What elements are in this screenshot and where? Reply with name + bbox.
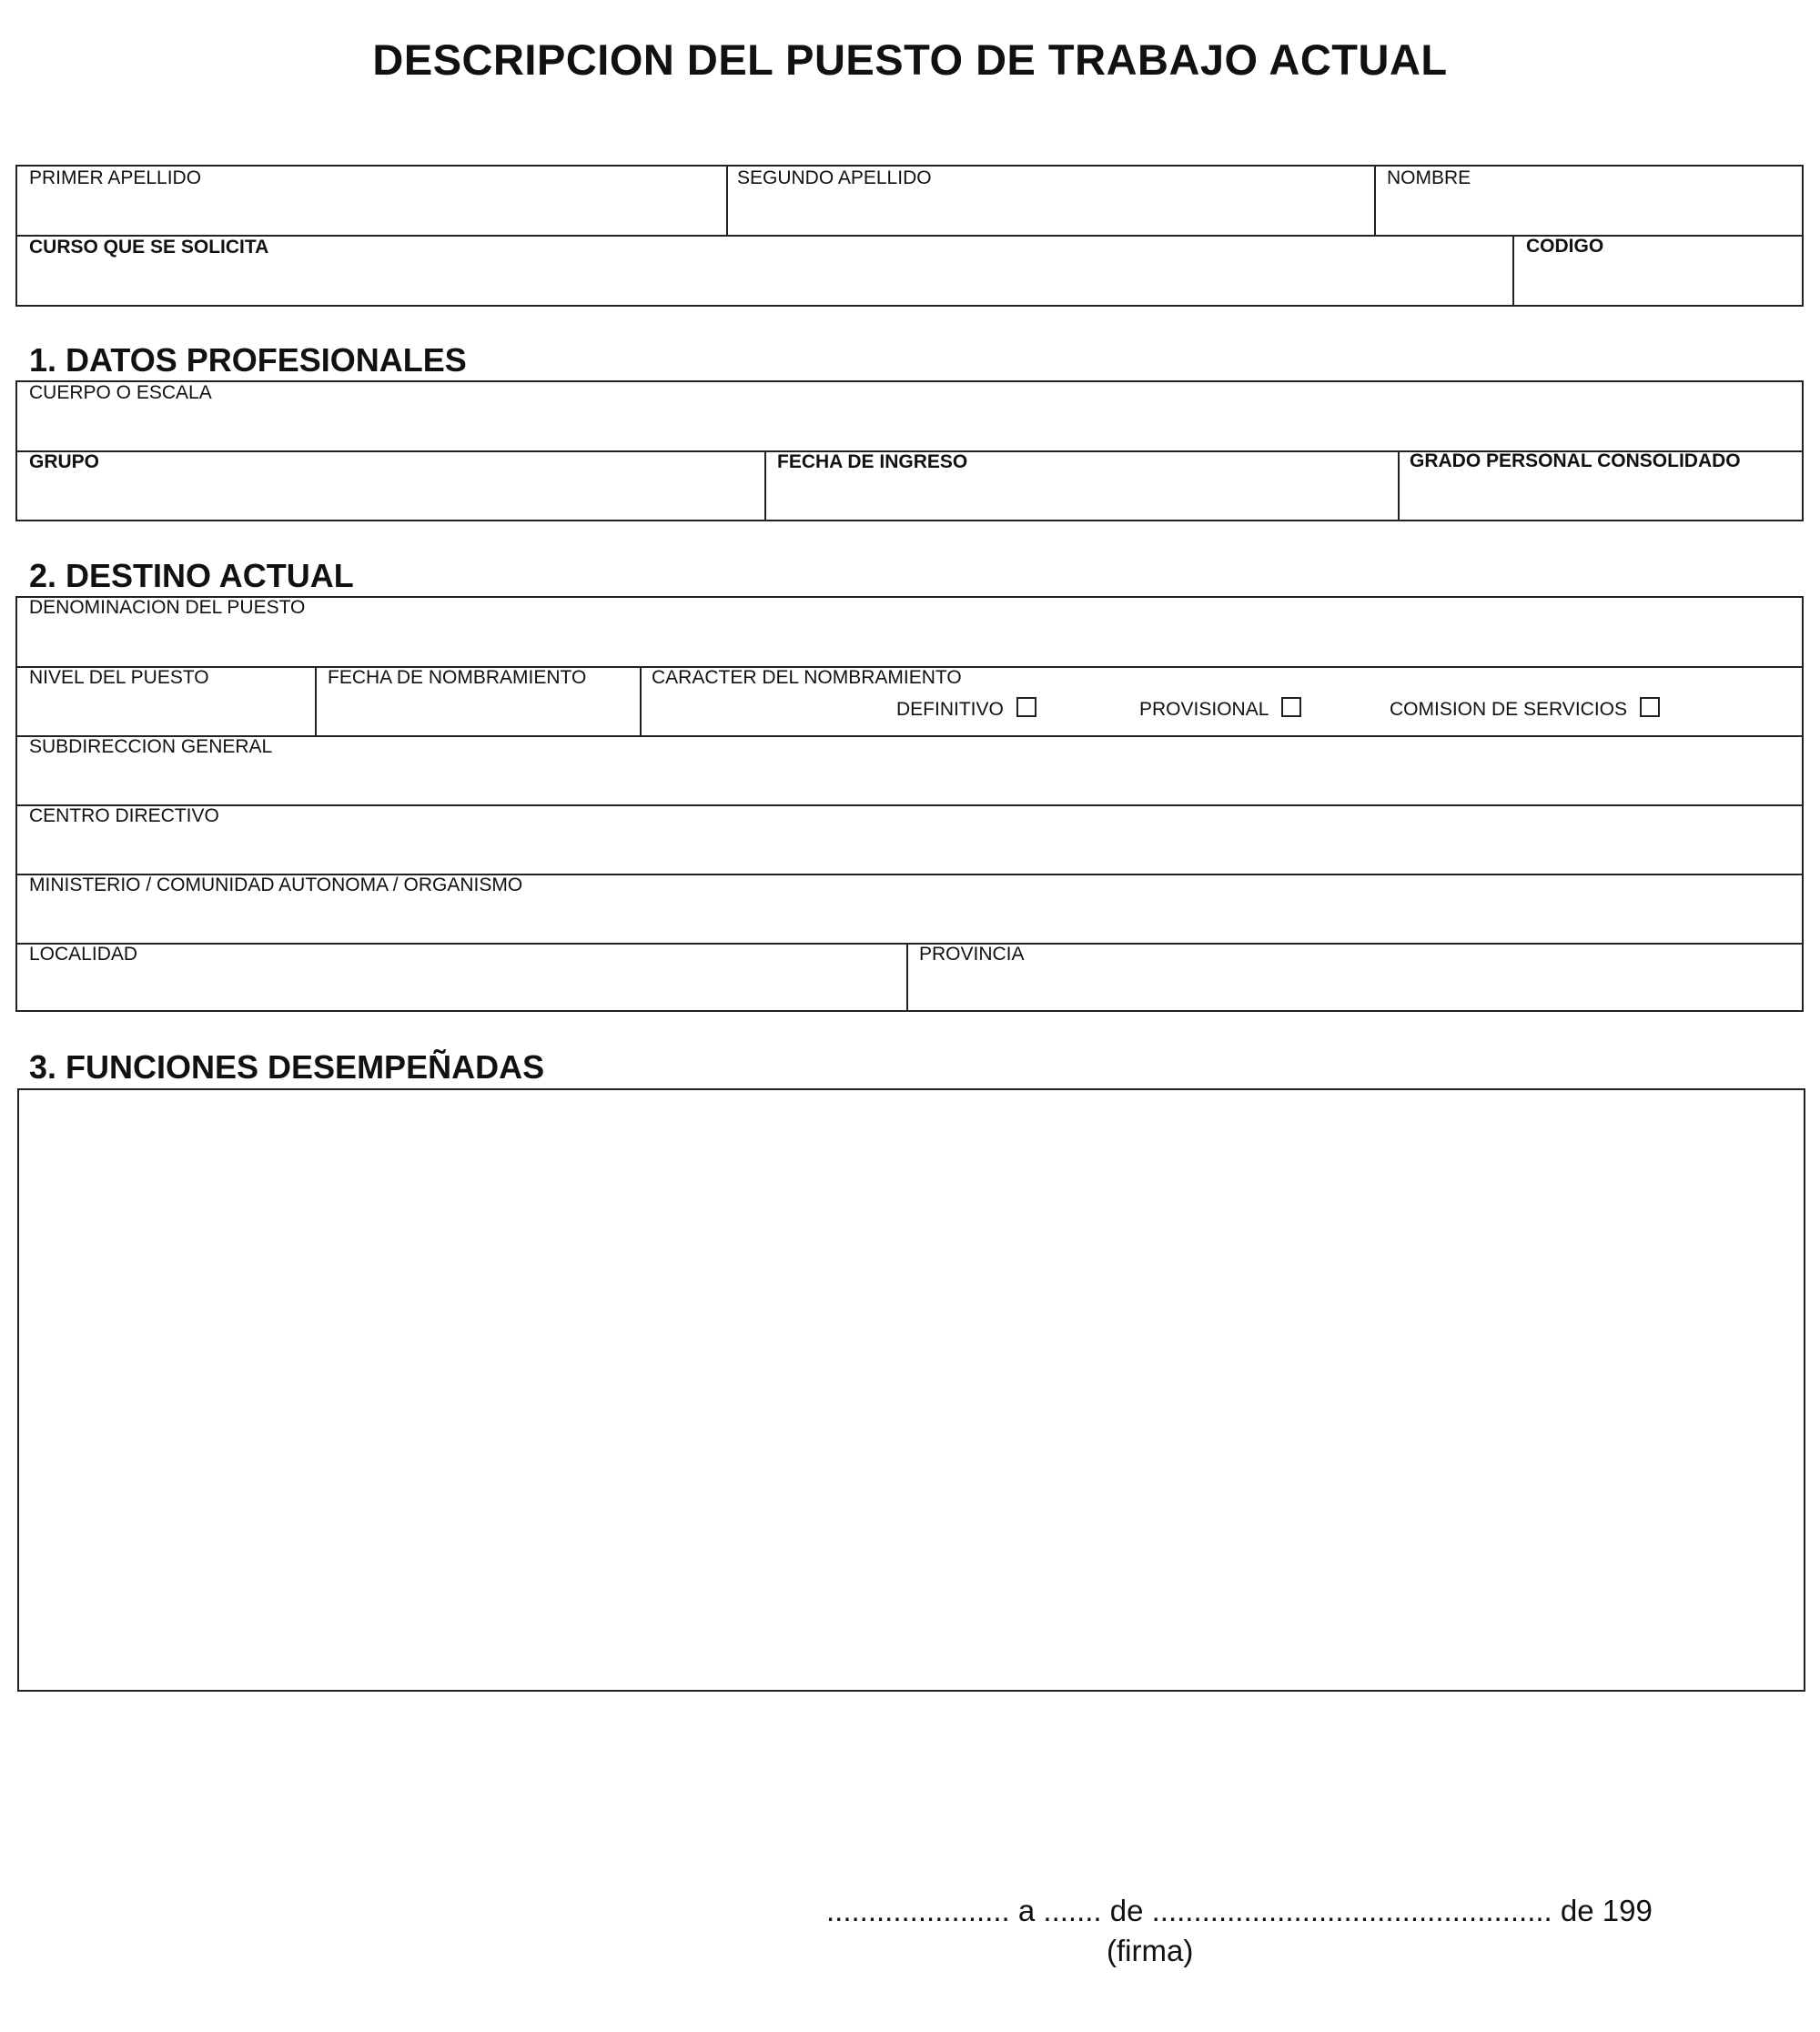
grupo-field[interactable]: [17, 452, 764, 520]
subdireccion-field[interactable]: [17, 737, 1802, 804]
nivel-label: NIVEL DEL PUESTO: [29, 667, 209, 688]
grupo-label: GRUPO: [29, 451, 100, 472]
funciones-textarea[interactable]: [17, 1088, 1805, 1692]
centro-label: CENTRO DIRECTIVO: [29, 805, 219, 826]
provisional-label: PROVISIONAL: [1139, 699, 1269, 720]
segundo-apellido-label: SEGUNDO APELLIDO: [737, 167, 932, 188]
codigo-label: CODIGO: [1526, 236, 1604, 257]
fecha-nombramiento-label: FECHA DE NOMBRAMIENTO: [328, 667, 587, 688]
caracter-label: CARACTER DEL NOMBRAMIENTO: [652, 667, 962, 688]
curso-label: CURSO QUE SE SOLICITA: [29, 237, 269, 258]
fecha-ingreso-label: FECHA DE INGRESO: [777, 451, 968, 472]
option-provisional: [1139, 697, 1301, 722]
cuerpo-field[interactable]: [17, 382, 1802, 450]
definitivo-checkbox[interactable]: [1016, 697, 1036, 717]
localidad-label: LOCALIDAD: [29, 944, 138, 965]
provincia-field[interactable]: [908, 945, 1802, 1010]
page-title: DESCRIPCION DEL PUESTO DE TRABAJO ACTUAL: [372, 35, 1448, 84]
localidad-field[interactable]: [17, 945, 906, 1010]
section-1-title: 1. DATOS PROFESIONALES: [29, 341, 467, 379]
divider: [640, 666, 642, 736]
grado-label: GRADO PERSONAL CONSOLIDADO: [1410, 450, 1741, 471]
ministerio-label: MINISTERIO / COMUNIDAD AUTONOMA / ORGANISMO: [29, 874, 523, 895]
cuerpo-label: CUERPO O ESCALA: [29, 382, 212, 403]
nombre-label: NOMBRE: [1387, 167, 1471, 188]
primer-apellido-label: PRIMER APELLIDO: [29, 167, 202, 188]
signature-date-line: ...................... a ....... de ................................................ de 199: [826, 1894, 1653, 1927]
provincia-label: PROVINCIA: [919, 944, 1025, 965]
centro-field[interactable]: [17, 806, 1802, 874]
section-2-title: 2. DESTINO ACTUAL: [29, 557, 354, 594]
signature-caption: (firma): [1107, 1934, 1194, 1967]
subdireccion-label: SUBDIRECCION GENERAL: [29, 736, 273, 757]
option-definitivo: [896, 697, 1036, 722]
denominacion-label: DENOMINACION DEL PUESTO: [29, 597, 306, 618]
provisional-checkbox[interactable]: [1281, 697, 1301, 717]
option-comision: [1390, 697, 1660, 722]
comision-label: COMISION DE SERVICIOS: [1390, 699, 1627, 720]
definitivo-label: DEFINITIVO: [896, 699, 1004, 720]
section-3-title: 3. FUNCIONES DESEMPEÑADAS: [29, 1048, 545, 1086]
comision-checkbox[interactable]: [1640, 697, 1660, 717]
